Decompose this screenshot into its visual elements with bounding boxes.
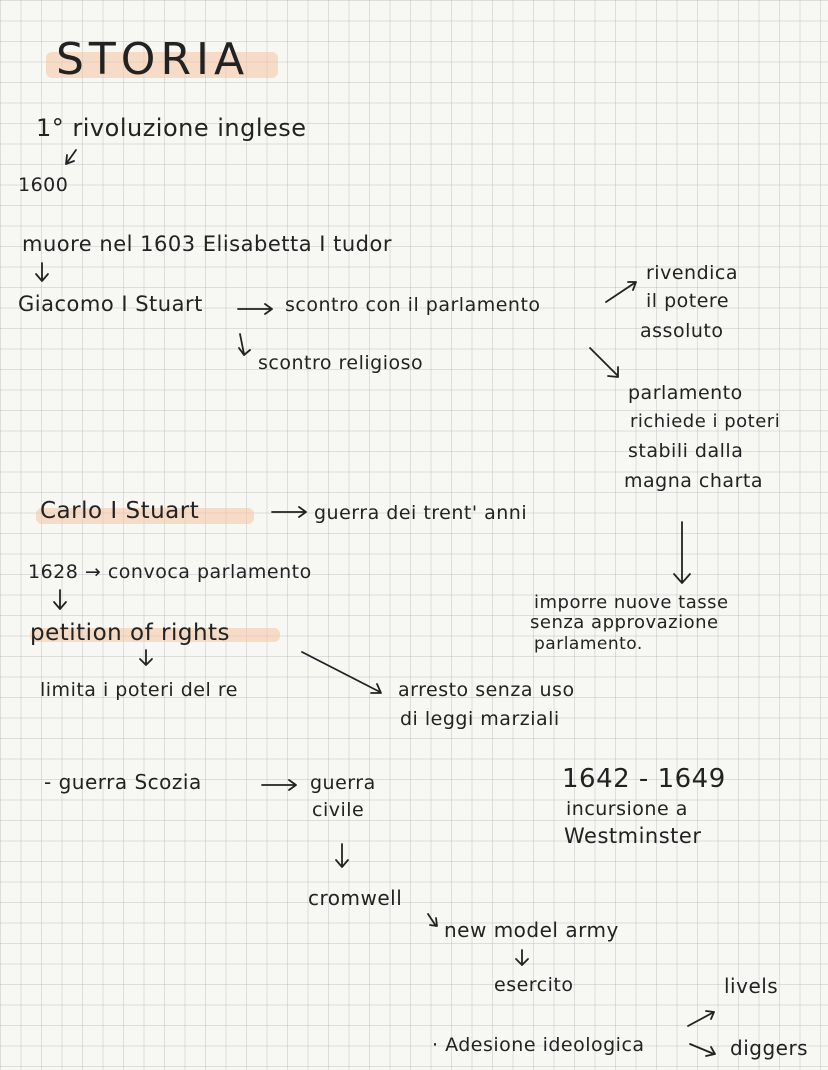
arrow-down-esercito [516, 950, 528, 965]
guerra-civile-1: guerra [310, 772, 376, 794]
scontro-parlamento: scontro con il parlamento [285, 294, 541, 316]
guerra-civile-2: civile [312, 799, 365, 821]
carlo: Carlo I Stuart [40, 498, 200, 524]
page-title: STORIA [56, 34, 250, 85]
subtitle: 1° rivoluzione inglese [36, 114, 307, 142]
arrow-arresto [302, 652, 381, 693]
arrow-right-guerra [272, 507, 306, 517]
arresto-1: arresto senza uso [398, 679, 575, 701]
diggers: diggers [730, 1036, 809, 1060]
guerra-trent: guerra dei trent' anni [314, 502, 528, 524]
imporre-1: imporre nuove tasse [534, 592, 729, 613]
arrow-down-giacomo [36, 263, 48, 281]
arrow-down-1628 [54, 590, 66, 609]
cromwell: cromwell [308, 886, 403, 910]
petition: petition of rights [30, 620, 231, 646]
arrow-down-diggers [690, 1044, 715, 1056]
adesione: · Adesione ideologica [432, 1034, 645, 1056]
scontro-religioso: scontro religioso [258, 352, 424, 374]
livels: livels [724, 974, 779, 998]
year-1600: 1600 [18, 174, 69, 196]
rivendica-3: assoluto [640, 320, 724, 342]
limita: limita i poteri del re [40, 679, 238, 701]
arrow-down-imporre [674, 522, 690, 583]
line-1603: muore nel 1603 Elisabetta I tudor [22, 232, 392, 256]
imporre-2: senza approvazione [530, 612, 719, 633]
arrow-down-1600 [66, 150, 76, 164]
arrow-right-scozia [262, 780, 296, 790]
incursione-2: Westminster [564, 824, 702, 848]
parlamento-richiede-1: parlamento [628, 382, 743, 404]
arrow-down-petition [140, 650, 152, 665]
convoca: 1628 → convoca parlamento [28, 561, 312, 583]
guerra-scozia: - guerra Scozia [44, 770, 202, 794]
arrow-right-scontro [238, 304, 272, 314]
arrow-down-religioso [239, 334, 250, 355]
parlamento-richiede-3: stabili dalla [628, 440, 744, 462]
parlamento-richiede-4: magna charta [624, 470, 763, 492]
esercito: esercito [494, 974, 574, 996]
arrow-up-livels [688, 1011, 714, 1026]
incursione-1: incursione a [566, 798, 688, 820]
years-1642: 1642 - 1649 [562, 764, 726, 794]
new-model-army: new model army [444, 918, 619, 942]
arrow-down-civile [336, 844, 348, 867]
rivendica-1: rivendica [646, 262, 738, 284]
rivendica-2: il potere [646, 290, 730, 312]
arresto-2: di leggi marziali [400, 708, 560, 730]
giacomo: Giacomo I Stuart [18, 292, 203, 316]
imporre-3: parlamento. [534, 634, 643, 654]
arrow-up-rivendica [606, 282, 636, 302]
parlamento-richiede-2: richiede i poteri [630, 411, 781, 432]
arrow-cromwell [428, 914, 437, 926]
arrow-down-parlamento [590, 348, 618, 377]
